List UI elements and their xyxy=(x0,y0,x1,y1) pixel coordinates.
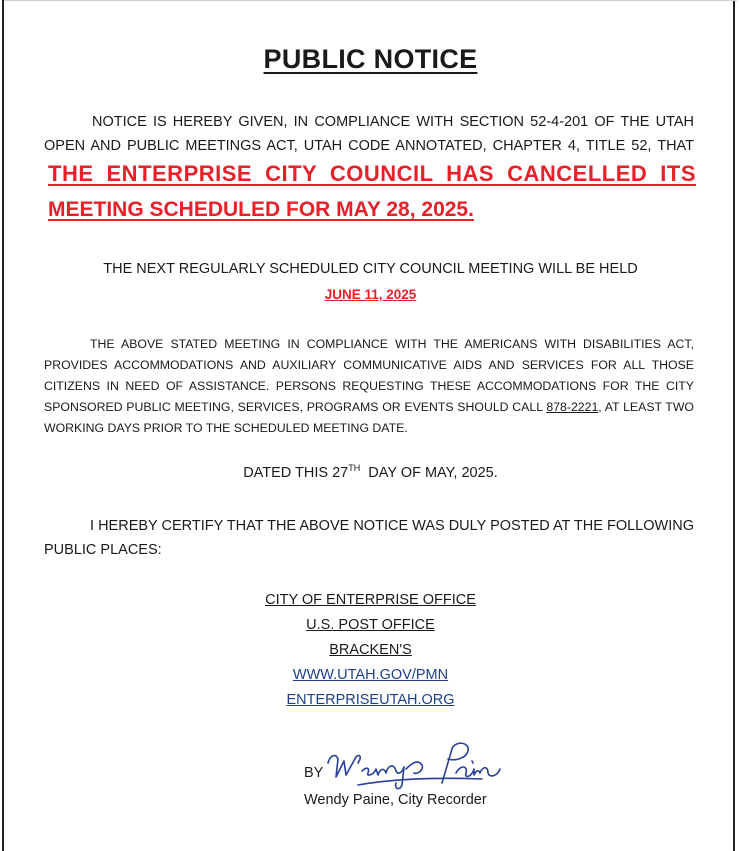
ada-phone-number: 878-2221 xyxy=(546,400,599,414)
intro-paragraph: NOTICE IS HEREBY GIVEN, IN COMPLIANCE WITH SECTION 52-4-201 OF THE UTAH OPEN AND PUBLIC MEETINGS ACT, UTAH CODE ANNOTATED, CHAPTER 4, TITLE 52, THAT xyxy=(44,114,694,154)
signer-name-title: Wendy Paine, City Recorder xyxy=(304,792,487,808)
place-city-office: CITY OF ENTERPRISE OFFICE xyxy=(265,592,476,608)
signature-by-label: BY xyxy=(304,765,324,781)
cancellation-headline-line-1: THE ENTERPRISE CITY COUNCIL HAS CANCELLED ITS xyxy=(48,161,696,186)
place-utah-pmn-link[interactable]: WWW.UTAH.GOV/PMN xyxy=(292,667,449,683)
next-meeting-text: THE NEXT REGULARLY SCHEDULED CITY COUNCIL MEETING WILL BE HELD xyxy=(103,261,638,277)
next-meeting-date: JUNE 11, 2025 xyxy=(324,287,417,302)
dated-superscript: TH xyxy=(348,463,361,474)
posting-places-list xyxy=(4,588,737,713)
notice-page xyxy=(2,0,735,851)
cancellation-headline-line-2: MEETING SCHEDULED FOR MAY 28, 2025. xyxy=(48,198,474,221)
page-title: PUBLIC NOTICE xyxy=(263,44,478,74)
dated-prefix: DATED THIS 27 xyxy=(243,465,349,481)
dated-suffix: DAY OF MAY, 2025. xyxy=(360,465,498,481)
ada-text-after-phone: , AT LEAST TWO WORKING DAYS PRIOR TO THE SCHEDULED MEETING DATE. xyxy=(44,400,694,435)
dated-line xyxy=(4,465,737,481)
ada-text-before-phone: THE ABOVE STATED MEETING IN COMPLIANCE WITH THE AMERICANS WITH DISABILITIES ACT, PROVIDES ACCOMMODATIONS AND AUXILIARY COMMUNICATIVE AIDS AND SERVICES FOR ALL THOSE CITIZENS IN NEED OF ASSISTANCE. PERSONS REQUESTING THESE ACCOMMODATIONS FOR THE CITY SPONSORED PUBLIC MEETING, SERVICES, PROGRAMS OR EVENTS SHOULD CALL xyxy=(44,337,694,414)
place-brackens: BRACKEN'S xyxy=(329,642,412,658)
signature-image xyxy=(322,733,504,795)
top-edge-line xyxy=(4,0,737,1)
ada-paragraph xyxy=(44,334,694,439)
place-enterprise-website-link[interactable]: ENTERPRISEUTAH.ORG xyxy=(286,692,455,708)
place-post-office: U.S. POST OFFICE xyxy=(306,617,435,633)
certify-paragraph xyxy=(44,514,694,562)
certify-text: I HEREBY CERTIFY THAT THE ABOVE NOTICE WAS DULY POSTED AT THE FOLLOWING PUBLIC PLACES: xyxy=(44,518,694,558)
